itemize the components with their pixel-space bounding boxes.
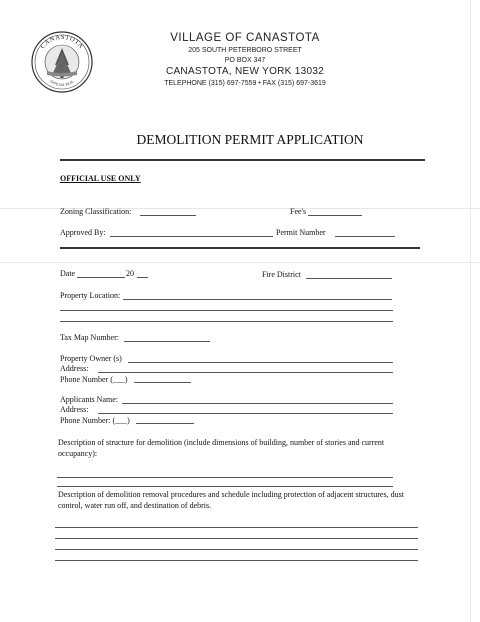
date-field[interactable] <box>77 277 125 278</box>
procedure-description-line[interactable] <box>55 560 418 561</box>
svg-text:OFFICIAL SEAL <box>49 79 74 87</box>
structure-description-line[interactable] <box>57 477 393 478</box>
village-name: VILLAGE OF CANASTOTA <box>170 32 320 44</box>
permit-number-label: Permit Number <box>276 228 326 237</box>
procedure-description-line[interactable] <box>55 538 418 539</box>
property-location-field[interactable] <box>123 299 392 300</box>
property-owner-label: Property Owner (s) <box>60 354 122 363</box>
po-box: PO BOX 347 <box>224 57 266 64</box>
tax-map-field[interactable] <box>124 341 210 342</box>
fees-label: Fee's <box>290 207 307 216</box>
procedure-description-label: Description of demolition removal procedures and schedule including protection of adjacent structures, dust control, water run off, and destination of debris. <box>58 490 404 510</box>
official-use-heading: OFFICIAL USE ONLY <box>60 174 141 183</box>
approved-by-field[interactable] <box>110 236 273 237</box>
procedure-description-line[interactable] <box>55 527 418 528</box>
applicant-address-field[interactable] <box>98 413 393 414</box>
procedure-description-line[interactable] <box>55 549 418 550</box>
property-location-line[interactable] <box>60 321 393 322</box>
owner-address-field[interactable] <box>98 372 393 373</box>
title-rule <box>60 159 425 161</box>
fire-district-label: Fire District <box>262 270 301 279</box>
street-address: 205 SOUTH PETERBORO STREET <box>188 47 302 54</box>
applicant-name-field[interactable] <box>122 403 393 404</box>
date-label: Date <box>60 269 76 278</box>
date-year-prefix: 20 <box>126 269 134 278</box>
page-title: DEMOLITION PERMIT APPLICATION <box>136 132 364 147</box>
section-rule <box>60 247 420 249</box>
owner-address-label: Address: <box>60 364 89 373</box>
seal-top-text: CANASTOTA <box>39 33 85 51</box>
structure-description-label: Description of structure for demolition (include dimensions of building, number of stories and current occupancy): <box>58 438 385 458</box>
permit-number-field[interactable] <box>335 236 395 237</box>
approved-by-label: Approved By: <box>60 228 106 237</box>
owner-phone-label: Phone Number (___) <box>60 375 128 384</box>
zoning-field[interactable] <box>140 215 196 216</box>
applicant-phone-label: Phone Number: (___) <box>60 416 130 425</box>
phone-fax: TELEPHONE (315) 697-7559 • FAX (315) 697-3619 <box>164 80 326 87</box>
city-state-zip: CANASTOTA, NEW YORK 13032 <box>165 66 325 77</box>
scan-edge-line <box>470 0 471 622</box>
tax-map-label: Tax Map Number: <box>60 333 119 342</box>
seal-bottom-text: OFFICIAL SEAL <box>49 79 75 88</box>
scan-fold-line <box>0 262 480 263</box>
owner-phone-field[interactable] <box>134 382 191 383</box>
applicant-address-label: Address: <box>60 405 89 414</box>
village-seal-icon <box>31 31 93 93</box>
date-year-field[interactable] <box>137 277 148 278</box>
applicant-phone-field[interactable] <box>136 423 194 424</box>
property-location-line[interactable] <box>60 310 393 311</box>
property-owner-field[interactable] <box>128 362 393 363</box>
fees-field[interactable] <box>308 215 362 216</box>
fire-district-field[interactable] <box>306 278 392 279</box>
applicant-name-label: Applicants Name: <box>60 395 118 404</box>
property-location-label: Property Location: <box>60 291 121 300</box>
structure-description-line[interactable] <box>57 486 393 487</box>
zoning-label: Zoning Classification: <box>60 207 132 216</box>
